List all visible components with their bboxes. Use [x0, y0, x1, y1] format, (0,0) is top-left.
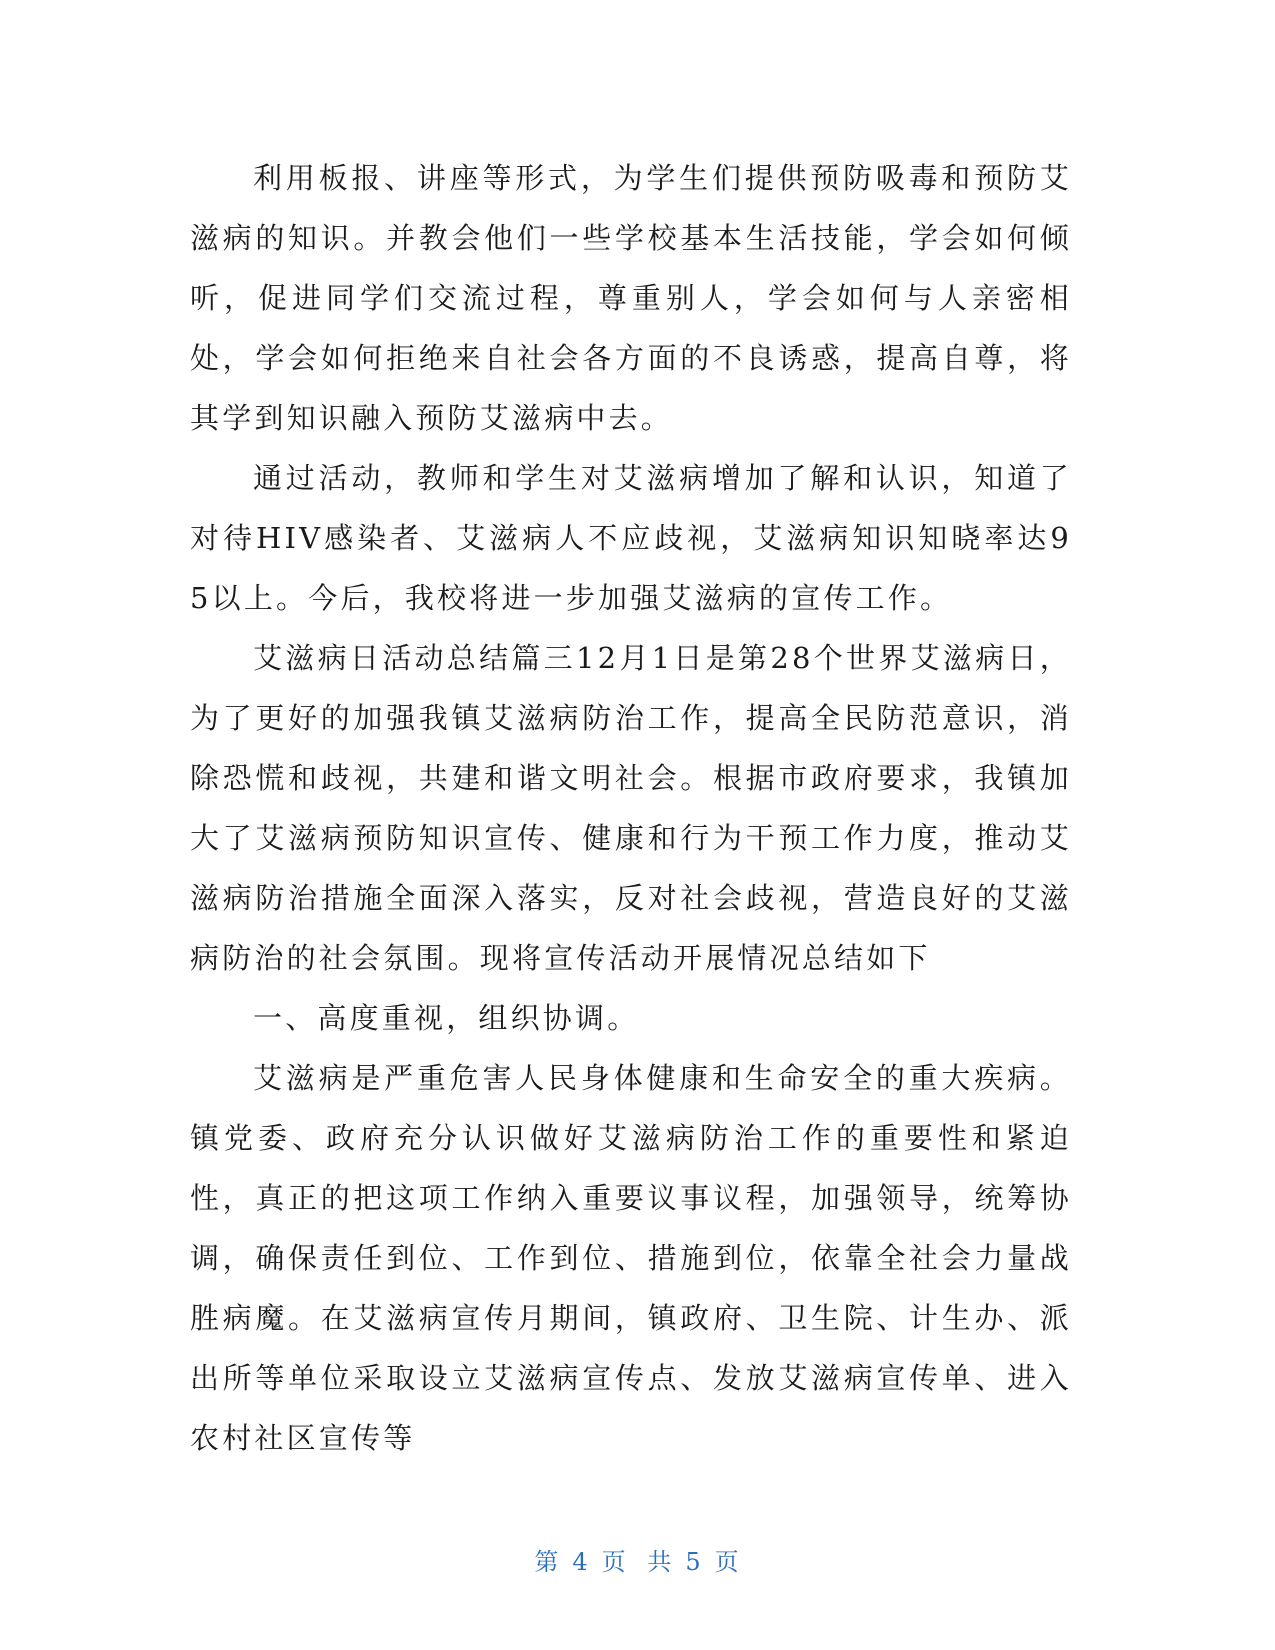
paragraph-3: 艾滋病日活动总结篇三12月1日是第28个世界艾滋病日，为了更好的加强我镇艾滋病防治工作，提高全民防范意识，消除恐慌和歧视，共建和谐文明社会。根据市政府要求，我镇加大了艾滋病预防知识宣传、健康和行为干预工作力度，推动艾滋病防治措施全面深入落实，反对社会歧视，营造良好的艾滋病防治的社会氛围。现将宣传活动开展情况总结如下 [190, 641, 1072, 975]
footer-page-number: 4 [572, 1548, 590, 1576]
footer-middle: 页 共 [601, 1548, 674, 1576]
footer-suffix: 页 [714, 1548, 741, 1576]
document-body [190, 148, 1072, 1468]
paragraph-2: 通过活动，教师和学生对艾滋病增加了解和认识，知道了对待HIV感染者、艾滋病人不应歧视，艾滋病知识知晓率达95以上。今后，我校将进一步加强艾滋病的宣传工作。 [190, 461, 1072, 615]
page-footer [0, 1542, 1275, 1577]
paragraph-1: 利用板报、讲座等形式，为学生们提供预防吸毒和预防艾滋病的知识。并教会他们一些学校基本生活技能，学会如何倾听，促进同学们交流过程，尊重别人，学会如何与人亲密相处，学会如何拒绝来自社会各方面的不良诱惑，提高自尊，将其学到知识融入预防艾滋病中去。 [190, 161, 1072, 435]
footer-prefix: 第 [534, 1548, 561, 1576]
section-heading: 一、高度重视，组织协调。 [253, 1001, 640, 1035]
paragraph-4: 艾滋病是严重危害人民身体健康和生命安全的重大疾病。镇党委、政府充分认识做好艾滋病防治工作的重要性和紧迫性，真正的把这项工作纳入重要议事议程，加强领导，统筹协调，确保责任到位、工作到位、措施到位，依靠全社会力量战胜病魔。在艾滋病宣传月期间，镇政府、卫生院、计生办、派出所等单位采取设立艾滋病宣传点、发放艾滋病宣传单、进入农村社区宣传等 [190, 1061, 1072, 1455]
footer-total-pages: 5 [685, 1548, 703, 1576]
